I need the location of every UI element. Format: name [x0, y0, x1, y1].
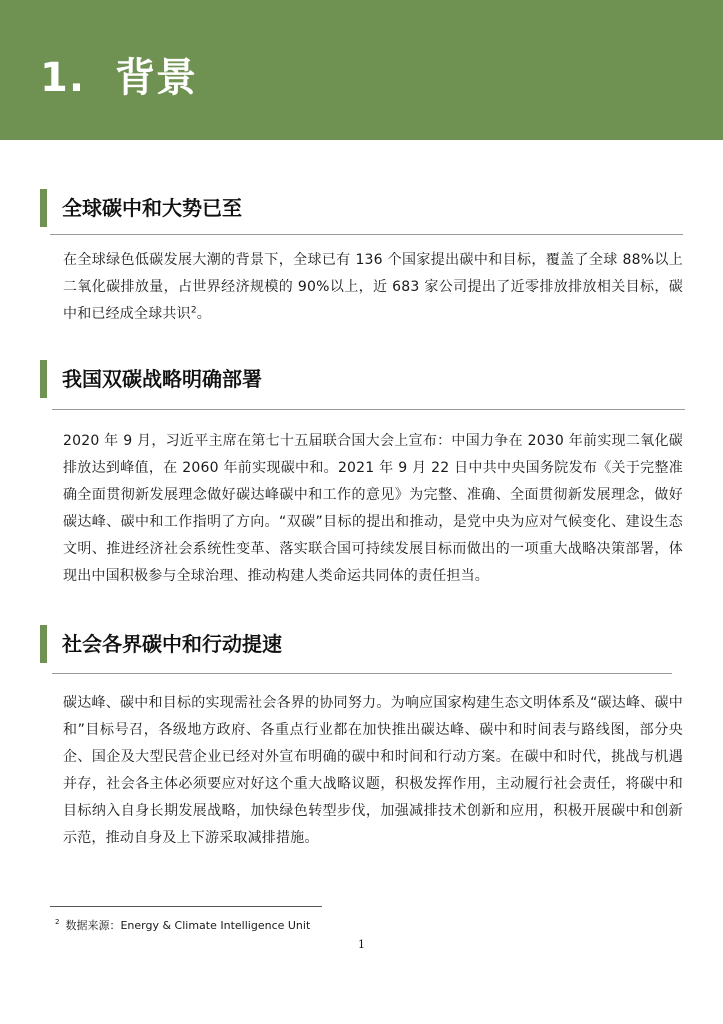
section-divider — [52, 673, 672, 674]
section-accent-bar — [40, 625, 47, 663]
footnote-reference: 2 — [190, 305, 197, 316]
page-number: 1 — [358, 938, 365, 951]
section-paragraph: 2020 年 9 月，习近平主席在第七十五届联合国大会上宣布：中国力争在 2030 年前实现二氧化碳排放达到峰值，在 2060 年前实现碳中和。2021 年 9 月 22 日中共中央国务院发布《关于完整准确全面贯彻新发展理念做好碳达峰碳中和工作的意见》为完整、准确、全面贯彻新发展理念，做好碳达峰、碳中和工作指明了方向。“双碳”目标的提出和推动，是党中央为应对气候变化、建设生态文明、推进经济社会系统性变革、落实联合国可持续发展目标而做出的一项重大战略决策部署，体现出中国积极参与全球治理、推动构建人类命运共同体的责任担当。 — [63, 433, 683, 584]
section-title: 社会各界碳中和行动提速 — [62, 632, 282, 656]
chapter-name: 背景 — [115, 55, 198, 101]
footnote-text: 数据来源：Energy & Climate Intelligence Unit — [65, 919, 311, 932]
footnote — [55, 917, 310, 933]
chapter-title — [40, 50, 197, 106]
paragraph-text: 在全球绿色低碳发展大潮的背景下，全球已有 136 个国家提出碳中和目标，覆盖了全球 88%以上二氧化碳排放量，占世界经济规模的 90%以上，近 683 家公司提出了近零排放排放相关目标，碳中和已经成全球共识 — [63, 252, 683, 322]
section-accent-bar — [40, 360, 47, 398]
section-paragraph: 碳达峰、碳中和目标的实现需社会各界的协同努力。为响应国家构建生态文明体系及“碳达峰、碳中和”目标号召，各级地方政府、各重点行业都在加快推出碳达峰、碳中和时间表与路线图，部分央企、国企及大型民营企业已经对外宣布明确的碳中和时间和行动方案。在碳中和时代，挑战与机遇并存，社会各主体必须要应对好这个重大战略议题，积极发挥作用，主动履行社会责任，将碳中和目标纳入自身长期发展战略，加快绿色转型步伐，加强减排技术创新和应用，积极开展碳中和创新示范，推动自身及上下游采取减排措施。 — [63, 695, 683, 846]
section-paragraph — [63, 247, 683, 328]
section-accent-bar — [40, 189, 47, 227]
section-divider — [50, 234, 683, 235]
chapter-banner — [0, 0, 723, 140]
section-title: 我国双碳战略明确部署 — [62, 367, 262, 391]
section-divider — [52, 409, 685, 410]
footnote-rule — [50, 906, 322, 907]
section-title: 全球碳中和大势已至 — [62, 196, 242, 220]
paragraph-end: 。 — [196, 306, 211, 322]
footnote-marker: 2 — [55, 918, 60, 927]
chapter-number: 1. — [40, 55, 86, 101]
